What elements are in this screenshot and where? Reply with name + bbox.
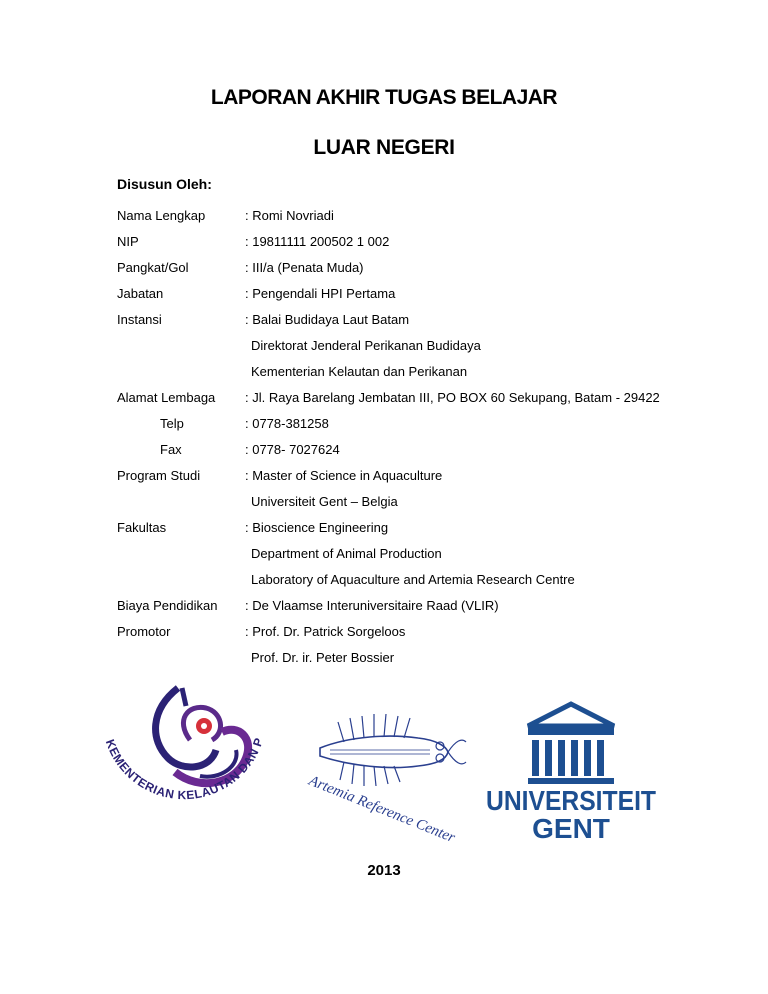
year: 2013 — [367, 862, 401, 879]
field-label: Fakultas — [117, 520, 167, 535]
field-value: Department of Animal Production — [251, 546, 442, 561]
field-label: Biaya Pendidikan — [117, 598, 218, 613]
field-value: : III/a (Penata Muda) — [245, 260, 364, 275]
field-label: Nama Lengkap — [117, 208, 206, 223]
artemia-logo-text: Artemia Reference Center — [306, 772, 458, 847]
field-value: : De Vlaamse Interuniversitaire Raad (VLIR) — [245, 598, 499, 613]
field-label: Fax — [160, 442, 182, 457]
field-value: : 19811111 200502 1 002 — [245, 234, 390, 249]
svg-text:KEMENTERIAN KELAUTAN DAN PERIK — [0, 680, 273, 829]
ugent-logo-line1: UNIVERSITEIT — [486, 785, 656, 816]
field-label: Alamat Lembaga — [117, 390, 216, 405]
field-value: : 0778- 7027624 — [245, 442, 340, 457]
field-value: : Pengendali HPI Pertama — [245, 286, 396, 301]
field-value: : Romi Novriadi — [245, 208, 334, 223]
field-label: Jabatan — [117, 286, 164, 301]
kkp-logo — [0, 680, 273, 829]
field-label: Promotor — [117, 624, 171, 639]
field-value: : Prof. Dr. Patrick Sorgeloos — [245, 624, 406, 639]
field-value: : 0778-381258 — [245, 416, 329, 431]
field-label: Instansi — [117, 312, 162, 327]
title-line-1: LAPORAN AKHIR TUGAS BELAJAR — [210, 86, 558, 109]
field-value: : Jl. Raya Barelang Jembatan III, PO BOX 60 Sekupang, Batam - 29422 — [245, 390, 660, 405]
field-value: Kementerian Kelautan dan Perikanan — [251, 364, 468, 379]
title-line-2: LUAR NEGERI — [313, 136, 455, 159]
artemia-logo — [306, 714, 466, 846]
field-label: Pangkat/Gol — [117, 260, 189, 275]
field-label: Telp — [160, 416, 184, 431]
field-value: Prof. Dr. ir. Peter Bossier — [251, 650, 395, 665]
field-value: Laboratory of Aquaculture and Artemia Research Centre — [251, 572, 575, 587]
field-value: : Balai Budidaya Laut Batam — [245, 312, 410, 327]
logos-strip — [0, 680, 768, 860]
field-value: Universiteit Gent – Belgia — [251, 494, 398, 509]
kkp-logo-text: KEMENTERIAN KELAUTAN DAN PERIKANAN — [102, 735, 267, 803]
ugent-logo — [486, 704, 656, 844]
ugent-logo-line2: GENT — [532, 813, 610, 844]
field-value: Direktorat Jenderal Perikanan Budidaya — [251, 338, 481, 353]
field-label: Program Studi — [117, 468, 201, 483]
field-value: : Bioscience Engineering — [245, 520, 389, 535]
byline: Disusun Oleh: — [117, 176, 212, 192]
field-value: : Master of Science in Aquaculture — [245, 468, 443, 483]
field-label: NIP — [117, 234, 139, 249]
